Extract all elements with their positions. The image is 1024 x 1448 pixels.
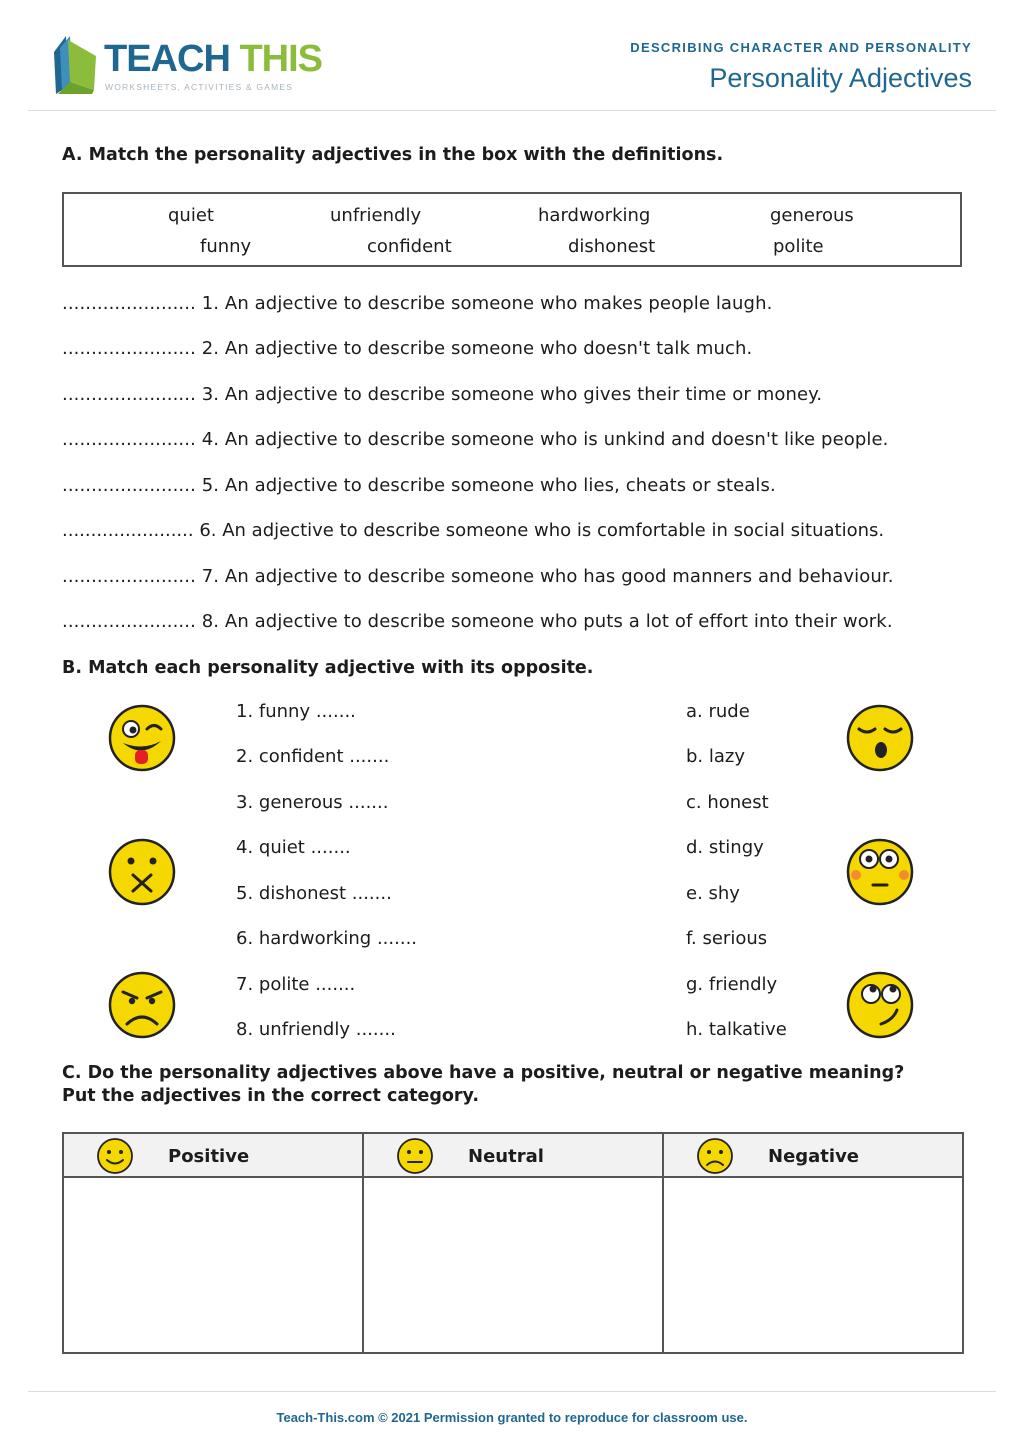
match-item-right: e. shy — [686, 883, 740, 904]
footer-copyright: Teach-This.com © 2021 Permission granted to reproduce for classroom use. — [276, 1410, 748, 1425]
definition-line[interactable]: ....................... 4. An adjective to describe someone who is unkind and doesn't like people. — [62, 429, 889, 450]
book-logo-icon — [48, 34, 102, 96]
match-item-right: b. lazy — [686, 746, 746, 767]
match-item-right: g. friendly — [686, 974, 778, 995]
worksheet-topic: DESCRIBING CHARACTER AND PERSONALITY — [630, 40, 972, 55]
neutral-face-icon — [396, 1137, 434, 1175]
positive-column-header — [63, 1133, 363, 1177]
match-item-left[interactable]: 5. dishonest ....... — [236, 883, 392, 904]
negative-label: Negative — [768, 1145, 860, 1167]
section-c-heading-line: C. Do the personality adjectives above have a positive, neutral or negative meaning? — [62, 1063, 905, 1083]
word-box-item: polite — [773, 236, 824, 257]
neutral-column-header — [363, 1133, 663, 1177]
definition-line[interactable]: ....................... 6. An adjective to describe someone who is comfortable in social situations. — [62, 520, 885, 541]
word-box-item: generous — [770, 205, 854, 226]
header-divider — [28, 110, 996, 111]
word-box — [62, 192, 962, 267]
match-item-left[interactable]: 8. unfriendly ....... — [236, 1019, 396, 1040]
winking-tongue-face-icon — [107, 703, 177, 773]
word-box-item: confident — [367, 236, 452, 257]
match-item-right: a. rude — [686, 701, 750, 722]
positive-answer-cell[interactable] — [63, 1177, 363, 1353]
word-box-item: funny — [200, 236, 252, 257]
negative-column-header — [663, 1133, 963, 1177]
definition-line[interactable]: ....................... 7. An adjective to describe someone who has good manners and behaviour. — [62, 566, 894, 587]
sealed-mouth-face-icon — [107, 837, 177, 907]
sad-face-icon — [696, 1137, 734, 1175]
section-b-heading: B. Match each personality adjective with its opposite. — [62, 658, 594, 678]
flushed-face-icon — [845, 837, 915, 907]
match-item-left[interactable]: 4. quiet ....... — [236, 837, 351, 858]
smiling-face-icon — [96, 1137, 134, 1175]
word-box-item: unfriendly — [330, 205, 422, 226]
negative-answer-cell[interactable] — [663, 1177, 963, 1353]
definition-line[interactable]: ....................... 8. An adjective to describe someone who puts a lot of effort into their work. — [62, 611, 893, 632]
definition-line[interactable]: ....................... 5. An adjective to describe someone who lies, cheats or steals. — [62, 475, 776, 496]
match-item-left[interactable]: 3. generous ....... — [236, 792, 389, 813]
category-table — [62, 1132, 964, 1354]
match-item-left[interactable]: 1. funny ....... — [236, 701, 356, 722]
angry-face-icon — [107, 970, 177, 1040]
teach-this-logo — [48, 34, 323, 96]
positive-label: Positive — [168, 1145, 250, 1167]
match-item-right: h. talkative — [686, 1019, 787, 1040]
section-a-heading: A. Match the personality adjectives in the box with the definitions. — [62, 145, 724, 165]
match-item-left[interactable]: 6. hardworking ....... — [236, 928, 418, 949]
match-item-left[interactable]: 2. confident ....... — [236, 746, 390, 767]
rolling-eyes-face-icon — [845, 970, 915, 1040]
logo-wordmark: TEACH THIS — [104, 38, 323, 80]
neutral-answer-cell[interactable] — [363, 1177, 663, 1353]
section-c-heading — [62, 1062, 904, 1108]
yawning-face-icon — [845, 703, 915, 773]
match-item-right: c. honest — [686, 792, 769, 813]
match-item-right: f. serious — [686, 928, 768, 949]
word-box-item: quiet — [168, 205, 214, 226]
match-item-left[interactable]: 7. polite ....... — [236, 974, 356, 995]
logo-tagline: WORKSHEETS, ACTIVITIES & GAMES — [105, 82, 294, 92]
section-c-heading-line: Put the adjectives in the correct category. — [62, 1086, 479, 1106]
definition-line[interactable]: ....................... 3. An adjective to describe someone who gives their time or money. — [62, 384, 823, 405]
definition-line[interactable]: ....................... 1. An adjective to describe someone who makes people laugh. — [62, 293, 773, 314]
word-box-item: hardworking — [538, 205, 651, 226]
neutral-label: Neutral — [468, 1145, 544, 1167]
match-item-right: d. stingy — [686, 837, 764, 858]
definition-line[interactable]: ....................... 2. An adjective to describe someone who doesn't talk much. — [62, 338, 753, 359]
footer-divider — [28, 1391, 996, 1392]
worksheet-title: Personality Adjectives — [709, 63, 972, 93]
word-box-item: dishonest — [568, 236, 656, 257]
